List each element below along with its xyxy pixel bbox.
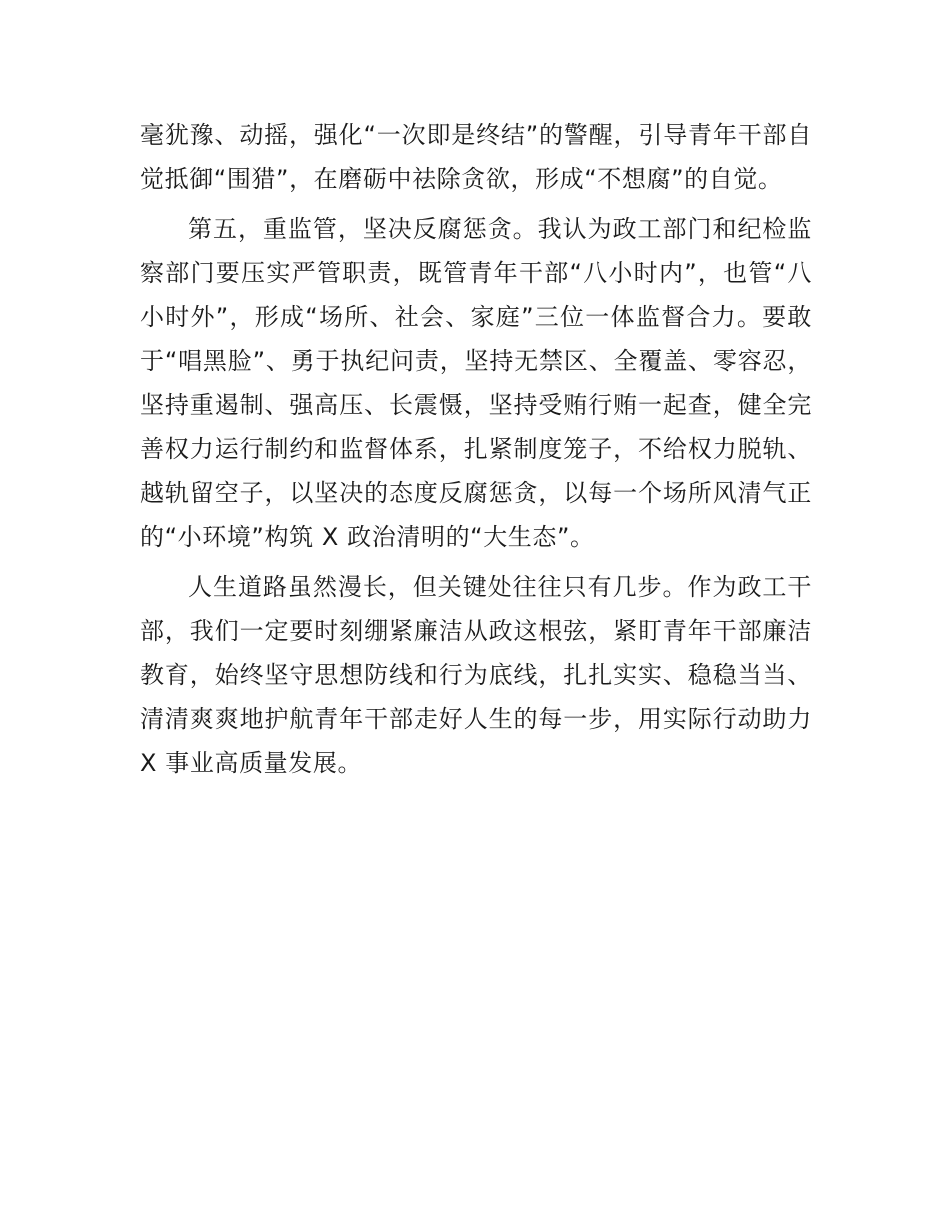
paragraph-supervision: 第五，重监管，坚决反腐惩贪。我认为政工部门和纪检监察部门要压实严管职责，既管青年干部“八小时内”，也管“八小时外”，形成“场所、社会、家庭”三位一体监督合力。要敢于“唱黑脸”、勇于执纪问责，坚持无禁区、全覆盖、零容忍，坚持重遏制、强高压、长震慑，坚持受贿行贿一起查，健全完善权力运行制约和监督体系，扎紧制度笼子，不给权力脱轨、越轨留空子，以坚决的态度反腐惩贪，以每一个场所风清气正的“小环境”构筑 X 政治清明的“大生态”。 [140, 215, 812, 551]
document-body [140, 113, 812, 791]
paragraph-continuation: 毫犹豫、动摇，强化“一次即是终结”的警醒，引导青年干部自觉抵御“围猎”，在磨砺中祛除贪欲，形成“不想腐”的自觉。 [140, 121, 812, 193]
paragraph-conclusion: 人生道路虽然漫长，但关键处往往只有几步。作为政工干部，我们一定要时刻绷紧廉洁从政这根弦，紧盯青年干部廉洁教育，始终坚守思想防线和行为底线，扎扎实实、稳稳当当、清清爽爽地护航青年干部走好人生的每一步，用实际行动助力 X 事业高质量发展。 [140, 573, 812, 777]
